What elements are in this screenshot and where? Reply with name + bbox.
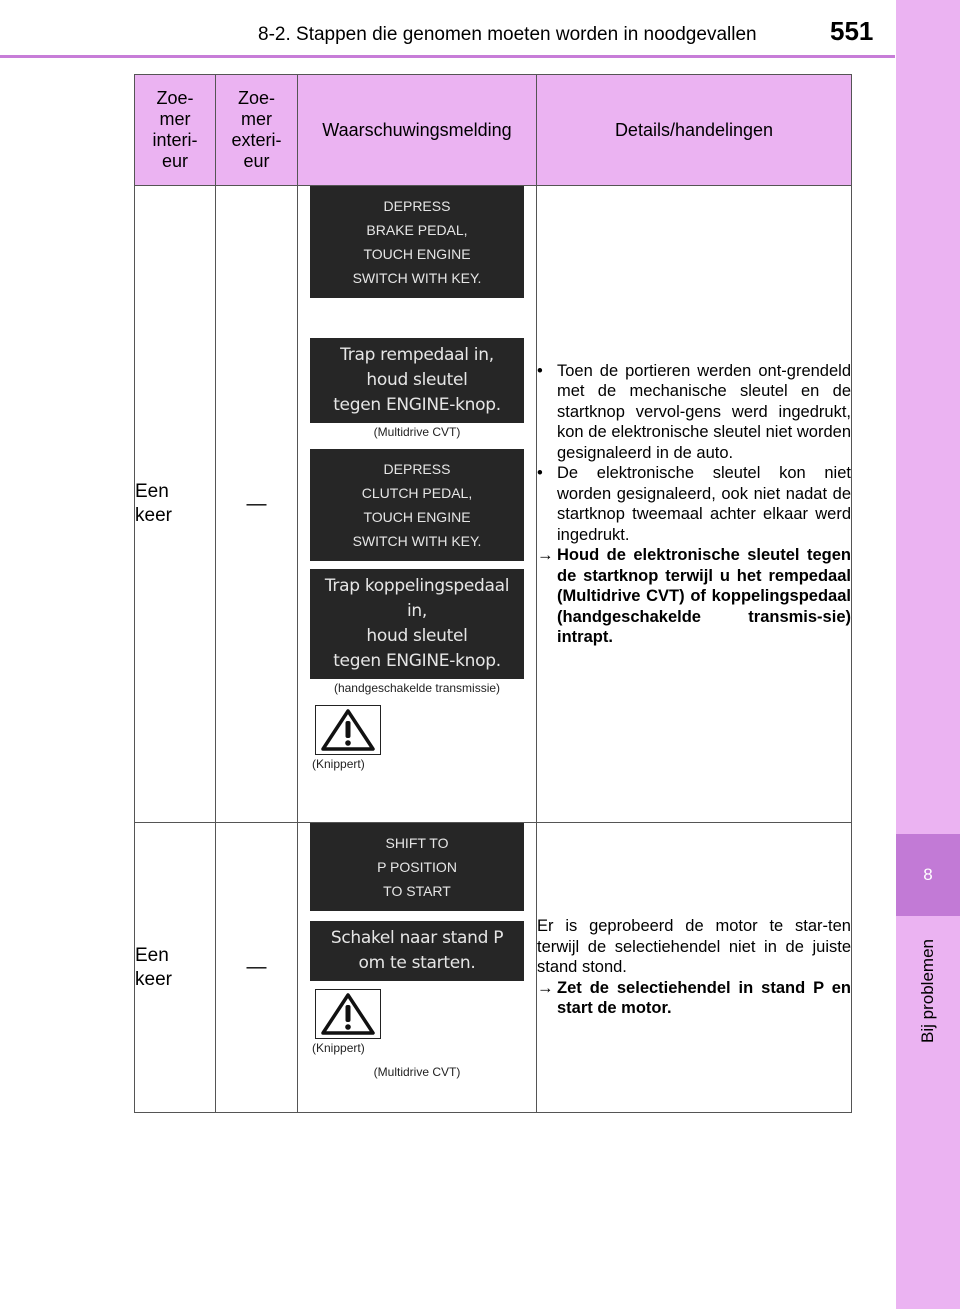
display-message-nl: Trap koppelingspedaal in, houd sleutel tegen ENGINE-knop.	[310, 569, 524, 679]
exclamation-warning-icon	[315, 989, 381, 1039]
col-header-interior-buzzer: Zoe- mer interi- eur	[135, 75, 216, 186]
list-item: • Toen de portieren werden ont-grendeld met de mechanische sleutel en de startknop vervol-gens werd ingedrukt, kon de elektronische sleutel niet worden gesignaleerd in de auto.	[537, 361, 851, 462]
chapter-side-tab	[896, 0, 960, 1309]
details-bullet: De elektronische sleutel kon niet worden gesignaleerd, ook niet nadat de startknop tweemaal achter elkaar werd ingedrukt.	[557, 464, 851, 544]
page-number: 551	[830, 16, 874, 46]
warning-message-table	[134, 74, 852, 1113]
table-header-row	[135, 75, 852, 186]
warning-icon-caption: (Knippert)	[312, 757, 365, 771]
header-divider	[0, 55, 895, 58]
interior-buzzer-cell: Een keer	[135, 186, 216, 823]
warning-icon-block	[310, 989, 524, 1055]
details-text: Er is geprobeerd de motor te star-ten terwijl de selectiehendel niet in de juiste stand stond.	[537, 917, 851, 977]
display-message-nl: Trap rempedaal in, houd sleutel tegen ENGINE-knop.	[310, 338, 524, 423]
arrow-icon: →	[537, 546, 554, 564]
section-title: 8-2. Stappen die genomen moeten worden in noodgevallen	[258, 24, 757, 45]
chapter-label-wrap	[918, 918, 938, 1063]
warning-icon-caption: (Knippert)	[312, 1041, 365, 1055]
table-row	[135, 186, 852, 823]
chapter-label: Bij problemen	[918, 938, 937, 1043]
col-header-details: Details/handelingen	[537, 75, 852, 186]
details-cell	[537, 823, 852, 1113]
exterior-buzzer-cell: —	[216, 823, 298, 1113]
action-item	[537, 545, 851, 648]
display-caption: (handgeschakelde transmissie)	[333, 681, 501, 695]
exclamation-warning-icon	[315, 705, 381, 755]
display-message-en: DEPRESS CLUTCH PEDAL, TOUCH ENGINE SWITCH WITH KEY.	[310, 449, 524, 561]
details-cell	[537, 186, 852, 823]
table-row	[135, 823, 852, 1113]
warning-icon-block	[310, 705, 524, 771]
exterior-buzzer-cell: —	[216, 186, 298, 823]
interior-buzzer-cell: Een keer	[135, 823, 216, 1113]
display-caption: (Multidrive CVT)	[373, 425, 461, 439]
list-item: • De elektronische sleutel kon niet worden gesignaleerd, ook niet nadat de startknop tweemaal achter elkaar werd ingedrukt.	[537, 464, 851, 544]
details-bullet: Toen de portieren werden ont-grendeld met de mechanische sleutel en de startknop vervol-gens werd ingedrukt, kon de elektronische sleutel niet worden gesignaleerd in de auto.	[557, 361, 851, 462]
col-header-exterior-buzzer: Zoe- mer exteri- eur	[216, 75, 298, 186]
display-caption: (Multidrive CVT)	[373, 1065, 461, 1079]
arrow-icon: →	[537, 978, 554, 997]
warning-message-cell	[298, 186, 537, 823]
display-message-en: SHIFT TO P POSITION TO START	[310, 823, 524, 911]
details-action: Zet de selectiehendel in stand P en start de motor.	[557, 978, 851, 1018]
warning-message-cell	[298, 823, 537, 1113]
display-message-en: DEPRESS BRAKE PEDAL, TOUCH ENGINE SWITCH WITH KEY.	[310, 186, 524, 298]
display-message-nl: Schakel naar stand P om te starten.	[310, 921, 524, 981]
details-action: Houd de elektronische sleutel tegen de startknop terwijl u het rempedaal (Multidrive CVT) of koppelingspedaal (handgeschakelde transmis-sie) intrapt.	[557, 546, 851, 646]
col-header-warning-message: Waarschuwingsmelding	[298, 75, 537, 186]
action-item	[537, 978, 851, 1019]
chapter-number: 8	[896, 834, 960, 916]
